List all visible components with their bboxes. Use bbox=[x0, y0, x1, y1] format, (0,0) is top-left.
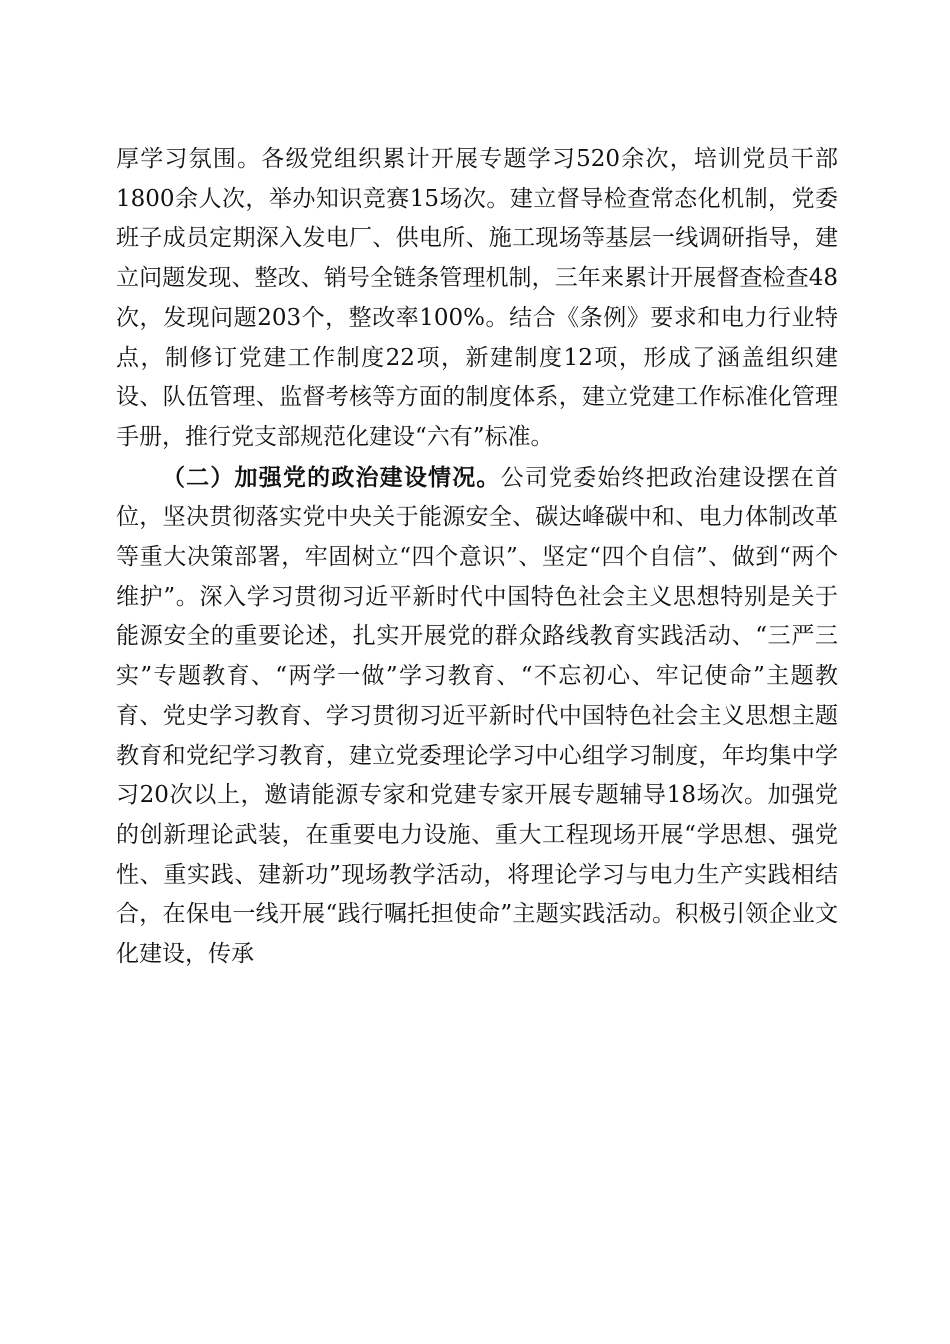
paragraph-1: 厚学习氛围。各级党组织累计开展专题学习520余次，培训党员干部1800余人次，举办知识竞赛15场次。建立督导检查常态化机制，党委班子成员定期深入发电厂、供电所、施工现场等基层一线调研指导，建立问题发现、整改、销号全链条管理机制，三年来累计开展督查检查48次，发现问题203个，整改率100%。结合《条例》要求和电力行业特点，制修订党建工作制度22项，新建制度12项，形成了涵盖组织建设、队伍管理、监督考核等方面的制度体系，建立党建工作标准化管理手册，推行党支部规范化建设“六有”标准。 bbox=[116, 146, 838, 450]
paragraph-2-body: 公司党委始终把政治建设摆在首位，坚决贯彻落实党中央关于能源安全、碳达峰碳中和、电力体制改革等重大决策部署，牢固树立“四个意识”、坚定“四个自信”、做到“两个维护”。深入学习贯彻习近平新时代中国特色社会主义思想特别是关于能源安全的重要论述，扎实开展党的群众路线教育实践活动、“三严三实”专题教育、“两学一做”学习教育、“不忘初心、牢记使命”主题教育、党史学习教育、学习贯彻习近平新时代中国特色社会主义思想主题教育和党纪学习教育，建立党委理论学习中心组学习制度，年均集中学习20次以上，邀请能源专家和党建专家开展专题辅导18场次。加强党的创新理论武装，在重要电力设施、重大工程现场开展“学思想、强党性、重实践、建新功”现场教学活动，将理论学习与电力生产实践相结合，在保电一线开展“践行嘱托担使命”主题实践活动。积极引领企业文化建设，传承 bbox=[116, 464, 839, 968]
section-heading: （二）加强党的政治建设情况。 bbox=[162, 463, 501, 491]
document-body bbox=[116, 140, 838, 975]
paragraph-2 bbox=[116, 458, 838, 975]
